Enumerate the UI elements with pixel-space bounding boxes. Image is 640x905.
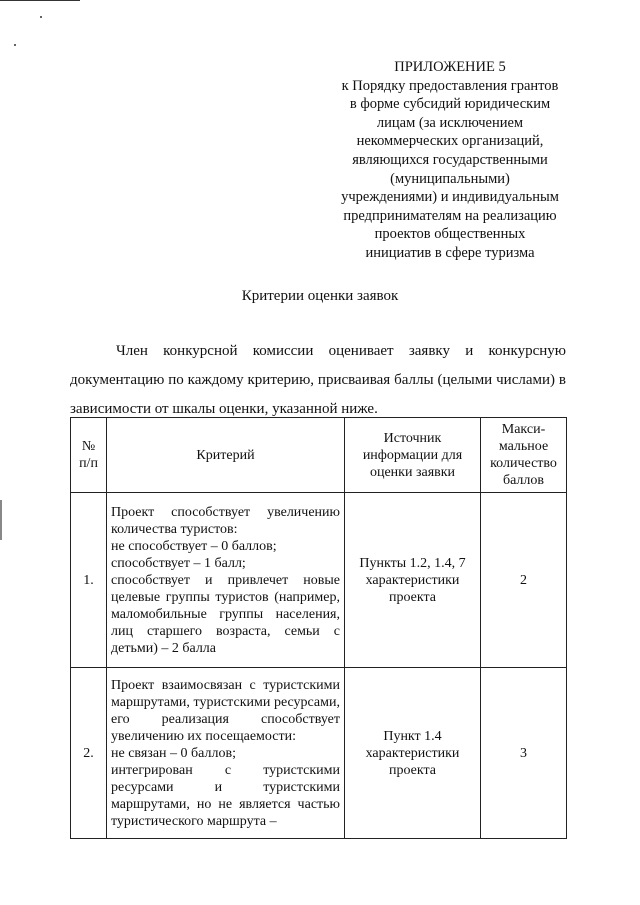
scan-speck xyxy=(40,16,42,18)
criterion-line: Проект способствует увеличению количества туристов: xyxy=(111,504,340,537)
criterion-line: способствует – 1 балл; xyxy=(111,555,246,571)
table-row xyxy=(71,493,567,668)
row-criterion xyxy=(107,493,345,668)
row-max-score: 3 xyxy=(481,668,567,839)
document-title: Критерии оценки заявок xyxy=(241,288,399,304)
appendix-line: к Порядку предоставления грантов xyxy=(341,77,559,94)
appendix-line: некоммерческих организаций, xyxy=(356,133,544,150)
row-number: 2. xyxy=(71,668,107,839)
scan-artifact-line xyxy=(0,0,80,1)
scan-speck xyxy=(14,44,16,46)
row-source: Пункт 1.4 характеристики проекта xyxy=(345,668,481,839)
criterion-line: Проект взаимосвязан с туристскими маршрутами, туристскими ресурсами, его реализация способствует увеличению их посещаемости: xyxy=(111,677,340,744)
appendix-line: лицам (за исключением xyxy=(376,114,524,131)
table-row xyxy=(71,668,567,839)
criteria-table xyxy=(70,417,567,839)
intro-paragraph: Член конкурсной комиссии оценивает заявку и конкурсную документацию по каждому критерию, присваивая баллы (целыми числами) в зависимости от шкалы оценки, указанной ниже. xyxy=(70,343,566,417)
header-criterion: Критерий xyxy=(107,418,345,493)
appendix-line: предпринимателям на реализацию xyxy=(343,207,557,224)
appendix-header xyxy=(330,58,570,263)
criterion-line: интегрирован с туристскими ресурсами и туристскими маршрутами, но не является частью туристического маршрута – xyxy=(111,762,340,829)
appendix-line: (муниципальными) xyxy=(390,170,510,187)
table-header-row xyxy=(71,418,567,493)
criterion-line: способствует и привлечет новые целевые группы туристов (например, маломобильные группы населения, лиц старшего возраста, семьи с детьми) – 2 балла xyxy=(111,572,340,656)
appendix-title: ПРИЛОЖЕНИЕ 5 xyxy=(394,59,506,75)
row-max-score: 2 xyxy=(481,493,567,668)
scan-margin-mark xyxy=(0,500,2,540)
header-number: № п/п xyxy=(71,418,107,493)
criterion-line: не способствует – 0 баллов; xyxy=(111,538,277,554)
appendix-line: учреждениями) и индивидуальным xyxy=(341,189,559,206)
appendix-line: проектов общественных xyxy=(374,226,526,243)
row-number: 1. xyxy=(71,493,107,668)
appendix-line: являющихся государственными xyxy=(352,151,548,168)
row-source: Пункты 1.2, 1.4, 7 характеристики проекта xyxy=(345,493,481,668)
appendix-line: в форме субсидий юридическим xyxy=(349,96,551,113)
header-source: Источник информации для оценки заявки xyxy=(345,418,481,493)
appendix-line: инициатив в сфере туризма xyxy=(365,244,535,261)
row-criterion xyxy=(107,668,345,839)
header-max-score: Макси-мальное количество баллов xyxy=(481,418,567,493)
criterion-line: не связан – 0 баллов; xyxy=(111,745,236,761)
